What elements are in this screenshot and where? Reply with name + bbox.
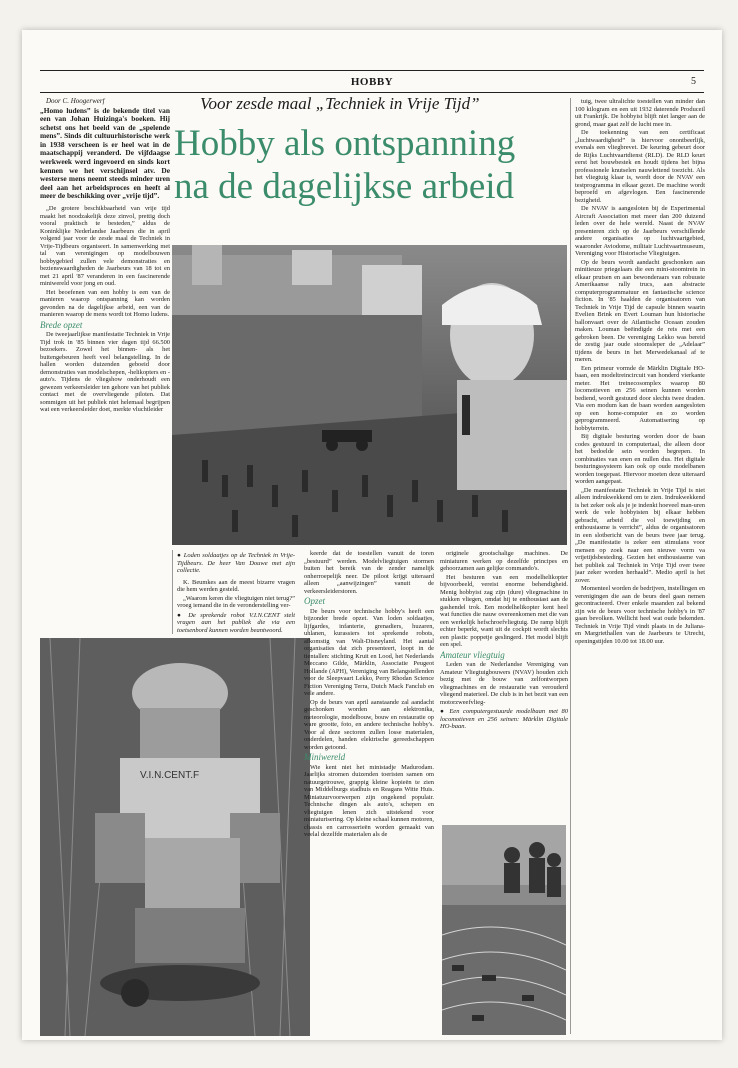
column-1: [40, 98, 170, 518]
paragraph: De tweejaarlijkse manifestatie Techniek in Vrije Tijd trok in '85 binnen vier dagen tijd 66.500 bezoekers. Zowel het binnen- als het buitengebeuren heeft veel belangstelling. In de hallen worden duizenden geboeid door demonstraties van modelschepen, -helikopters en -auto's. Tijdens de vliegshow onderhoudt een gewezen verkeersleider ten gehore van het publiek contact met de overvliegende piloten. Dat sommigen uit het publiek niet helemaal begrijpen wat een verkeersleider doet, merkte vluchtleider: [40, 331, 170, 414]
headline-line-2: na de dagelijkse arbeid: [174, 166, 515, 207]
model-railway-illustration: [442, 825, 566, 1035]
subhead-brede-opzet: Brede opzet: [40, 319, 83, 330]
headline-line-1: Hobby als ontspanning: [174, 123, 516, 164]
section-title: HOBBY: [350, 76, 394, 88]
paragraph: Leden van de Nederlandse Vereniging van Amateur Vliegtuigbouwers (NVAV) houden zich bezig met de bouw van zelfontworpen vliegmachines en de restauratie van verouderd vliegend materieel. De club is in het bezit van een motorzweefvlieg-: [440, 661, 568, 706]
lead-paragraph: „Homo ludens” is de bekende titel van een van Johan Huizinga's boeken. Hij schetst ons het beeld van de „spelende mens”. Sinds dit cultuurhistorische werk in 1938 verscheen is er heel wat in de maatschappij veranderd. De vijfdaagse werkweek werd ingevoerd en sinds kort kennen we het verschijnsel atv. De westerse mens neemt steeds minder uren deel aan het arbeidsproces en heeft al meer de beschikking over „vrije tijd”.: [40, 105, 170, 201]
page-number: 5: [691, 76, 696, 87]
paragraph: Het besturen van een modelhelikopter bijvoorbeeld, vereist enorme behendigheid. Menig hobbyist zag zijn (dure) vliegmachine in stukken vliegen, omdat hij te enthousiast aan de gashendel trok. Een modelhelikopter kent heel wat functies die nauw overeenkomen met die van een werkelijk hefschroefvliegtuig. De ramp blijft echter beperkt, want uit de cockpit wordt slechts een plastic poppetje geslingerd. Het model blijft een spel.: [440, 573, 568, 648]
paragraph: „De grotere beschikbaarheid van vrije tijd maakt het noodzakelijk deze zinvol, prettig doch vooral praktisch te besteden,” aldus de Koninklijke Nederlandse Jaarbeurs die in april volgend jaar voor de zesde maal de Techniek in Vrije-Tijdbeurs organiseert. In samenwerking met tal van verenigingen op modelbouwen hobbygebied zullen vele demonstraties en bezienswaardigheden de Jaarbeurs van 18 tot en met 21 april '87 veranderen in een fascinerende miniwereld voor jong en oud.: [40, 205, 170, 288]
photo-toy-soldiers: [172, 245, 567, 545]
byline: Door C. Hoogerwerf: [46, 98, 105, 105]
subhead-amateur-vliegtuig: Amateur vliegtuig: [440, 649, 505, 660]
column-3: [304, 550, 434, 1034]
paragraph: tuig, twee ultralichte toestellen van minder dan 100 kilogram en een uit 1932 daterende Produceil uit Frankrijk. De hobbyist blijft niet langer aan de grond, maar gaat zelf de lucht mee in.: [575, 98, 705, 128]
column-2: [177, 550, 295, 638]
robot-label: V.I.N.CENT.F: [140, 770, 200, 781]
kicker: Voor zesde maal „Techniek in Vrije Tijd”: [200, 94, 480, 113]
column-4: [440, 550, 568, 820]
paragraph: De toekenning van een certificaat „luchtwaardigheid” is hiervoor onontbeerlijk, evenals een vliegbrevet. De keuring gebeurt door de Rijks Luchtvaartdienst (RLD). De RLD keurt eerst het bouwbestek en houdt tijdens het bijna professionele knutselen nauwlettend toezicht. Als het vliegtuig klaar is, wordt door de NVAV een testprogramma in elkaar gezet. De machine wordt beproefd en afgevlogen. Een fascinerende bezigheid.: [575, 129, 705, 204]
paragraph: Het beoefenen van een hobby is een van de manieren waarop ontspanning kan worden gevonden na de dagelijkse arbeid, een van de manieren waarop de mens wordt tot Homo ludens.: [40, 288, 170, 319]
paragraph: „Waarom keren die vliegtuigen niet terug?” vroeg iemand die in de veronderstelling ver-: [177, 594, 295, 609]
header-rule-bottom: [40, 92, 704, 93]
column-5: [575, 98, 705, 1034]
paragraph: Een primeur vormde de Märklin Digitale HO-baan, een modeltreincircuit van honderd vierkante meter. Het treinecosomplex waarop 80 locomotieven en 256 seinen kunnen worden bediend, wordt gestuurd door slechts twee draden. Via een modum kan de baan worden aangesloten op een home-computer en zo worden geprogrammeerd. Automatisering op hobbyterrein.: [575, 364, 705, 432]
caption-model-railway: ● Een computergestuurde modelbaan met 80 locomotieven en 256 seinen: Märklin Digitale HO-baan.: [440, 708, 568, 730]
caption-toy-soldiers: ● Loden soldaatjes op de Techniek in Vrije-Tijdbeurs. De heer Van Douwe met zijn collectie.: [177, 552, 295, 574]
paragraph: Op de beurs van april aanstaande zal aandacht geschonken worden aan elektronika, meteorologie, modelbouw, bouw en restauratie op ware grootte, foto, en andere technische hobby's. Voor al deze sectoren zullen losse materialen, onderdelen, handen elektrische gereedschappen worden getoond.: [304, 698, 434, 751]
headline: [174, 122, 564, 208]
paragraph: Op de beurs wordt aandacht geschonken aan minitieuze priegelaars die een mini-stoomtrein in elkaar prutsen en aan bewonderaars van robuuste Amerikaanse rally trucs, aan abstracte computerprogrammatuur en fantastische science fiction. In '85 haalden de organisatoren van Techniek in Vrije Tijd de capsule binnen waarin Evelien Brink en Evert Louman hun historische ballonvaart over de Atlantische Oceaan zouden maken. Louman beëindigde de reis met een gebroken been. De vereniging Lekko was bereid de zestig jaar oude stoomsleper de „Adelaar” tijdens de beurs in het Merwedekanaal af te meren.: [575, 258, 705, 363]
paragraph: De NVAV is aangesloten bij de Experimental Aircraft Association met meer dan 200 duizend leden over de hele wereld. Naast de NVAV presenteren zich op de Jaarbeurs verschillende andere organisaties op luchtvaartgebied, waaronder Aviodome, militair Luchtvaartmuseum, Vereniging voor Historische Vliegtuigen.: [575, 205, 705, 257]
header-rule-top: [40, 70, 704, 71]
subhead-miniwereld: Miniwereld: [304, 752, 346, 762]
paragraph: K. Beumkes aan de meest bizarre vragen die hem werden gesteld.: [177, 578, 295, 593]
paragraph: keerde dat de toestellen vanuit de toren „bestuurd” werden. Modelvliegtuigen stormen buiten het bereik van de zender namelijk onherroepelijk neer. De piloot krijgt uiteraard alleen „aanwijzingen” vanuit de verkeersleiderstoren.: [304, 550, 434, 595]
photo-robot-vincent: [40, 638, 310, 1036]
subhead-opzet: Opzet: [304, 596, 325, 606]
column-rule: [172, 550, 173, 634]
photo-model-railway: [442, 825, 566, 1035]
column-rule: [570, 98, 571, 1034]
paragraph: Wie kent niet het ministadje Madurodam. Jaarlijks stromen duizenden toeristen samen om natuurgetrouwe, grappig kleine kopieën te zien van Middelburgs stadhuis en Reagans Witte Huis. Miniatuurvoorwerpen zijn ongekend populair. Technische dingen als auto's, schepen en vliegtuigen lenen zich uitstekend voor miniaturisering. Op kleine schaal kunnen motoren, chassis en carrosserieën worden gemaakt van veelal dezelfde materialen als de: [304, 763, 434, 838]
paragraph: Momenteel worden de bedrijven, instellingen en verenigingen die aan de beurs deel gaan nemen gecontracteerd. Over enkele maanden zal bekend zijn wie de beurs voor technische hobby's in '87 gaan bevolken. Wellicht heel wat oude bekenden. Techniek in Vrije Tijd vindt plaats in de Juliana- en Margriethallen van de Jaarbeurs te Utrecht, openingstijden 10.00 tot 18.00 uur.: [575, 585, 705, 645]
toy-soldiers-illustration: [172, 245, 567, 545]
paragraph: Bij digitale besturing worden door de baan codes gestuurd in computertaal, die alleen door het bedoelde sein worden begrepen. In combinaties van enen en nullen dus. Het digitale besturingssysteem kan ook op oude modelbanen worden toegepast. Hiervoor moeten deze uiteraard worden aangepast.: [575, 433, 705, 485]
caption-robot: ● De sprekende robot V.I.N.CENT stelt vragen aan het publiek die via een toetsenbord kunnen worden beantwoord.: [177, 611, 295, 634]
newspaper-page: [22, 30, 722, 1040]
paragraph: „De manifestatie Techniek in Vrije Tijd is niet alleen indrukwekkend om te zien. Indrukwekkend is het zeker ook als je je indenkt hoeveel man-uren werk de vele hobbyisten bij elkaar hebben gebracht, arbeid die vol toewijding en enthousiasme is verricht”, aldus de organisatoren in een slotbericht van de beurs twee jaar terug. „De manifestatie is zeker een stimulans voor mensen op zoek naar een nieuwe vorm va vrijetijdsbesteding. Gezien het enthousiasme van het publiek zal Techniek in Vrije Tijd over twee jaar zeker worden herhaald”. Medio april is het zover.: [575, 486, 705, 584]
paragraph: De beurs voor technische hobby's heeft een bijzonder brede opzet. Van loden soldaatjes, lijfgardes, infanterie, grenadiers, huzaren, uhlanen, kurassiers tot sprekende robots, afkomstig van Walt-Disneyland. Het aantal organisaties dat zich presenteert, loopt in de tientallen: stichting Kruit en Lood, het Nederlands Meccano Gilde, Märklin, Associatie Peugeot Hollande (APH), Vereniging van Belangstellenden voor de Sleepvaart Lekko, Perry Rhodan Science Fiction Vereniging Terra, Dutch Mack Fanclub en vele andere.: [304, 607, 434, 697]
paragraph: originele grootschalige machines. De miniaturen werken op dezelfde principes en gehoorzamen aan gelijke commando's.: [440, 550, 568, 572]
robot-illustration: [40, 638, 310, 1036]
